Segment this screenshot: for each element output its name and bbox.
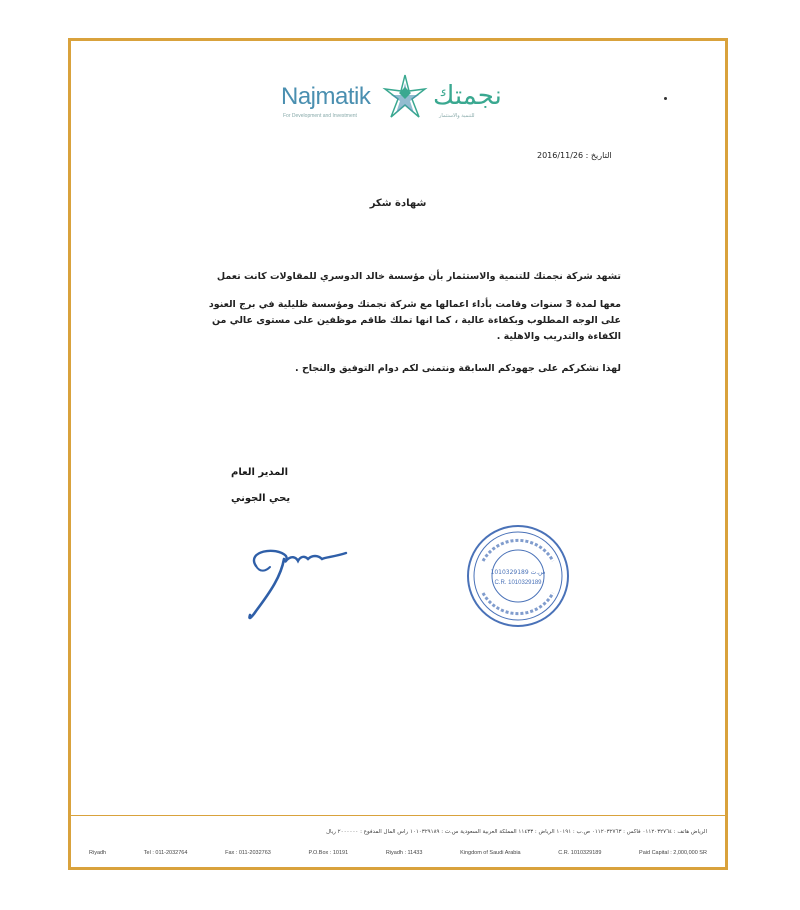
body-paragraph-3: لهذا نشكركم على جهودكم السابقة ونتمنى لكم دوام التوفيق والنجاح .	[295, 363, 621, 374]
footer-english	[89, 850, 707, 856]
footer-fax: Fax : 011-2032763	[225, 850, 271, 856]
footer-zip: Riyadh : 11433	[385, 850, 423, 856]
star-logo-icon	[379, 73, 431, 123]
signatory-name: يحي الجوني	[231, 493, 291, 504]
footer-country: Kingdom of Saudi Arabia	[460, 850, 521, 856]
stamp-line-1: س.ت 1010329189	[490, 569, 546, 576]
letter-date	[537, 151, 612, 160]
date-value: 2016/11/26	[537, 151, 584, 160]
body-paragraph-1: تشهد شركة نجمتك للتنمية والاستثمار بأن مؤسسة خالد الدوسري للمقاولات كانت تعمل	[216, 271, 621, 282]
footer-tel: Tel : 011-2032764	[143, 850, 188, 856]
logo-arabic-tagline: للتنمية والاستثمار	[439, 113, 475, 119]
footer-divider	[71, 815, 725, 816]
footer-cr: C.R. 1010329189	[558, 850, 602, 856]
company-logo	[281, 69, 541, 129]
company-stamp	[463, 521, 573, 631]
signatory-title: المدير العام	[231, 467, 289, 478]
date-label: التاريخ :	[585, 151, 612, 160]
logo-arabic-text: نجمتك	[433, 81, 502, 111]
handwritten-signature	[226, 511, 366, 621]
letter-page	[68, 38, 728, 870]
decorative-dot	[664, 97, 667, 100]
logo-latin-text: Najmatik	[281, 83, 371, 110]
stamp-line-2: C.R. 1010329189	[494, 580, 542, 586]
footer-pobox: P.O.Box : 10191	[308, 850, 349, 856]
letter-title: شهادة شكر	[369, 198, 427, 209]
body-paragraph-2: معها لمدة 3 سنوات وقامت بأداء اعمالها مع شركة نجمتك ومؤسسة ظليلية في برج العنود على الوجه المطلوب وبكفاءة عالية ، كما انها تملك طاقم موظفين على مستوى عالي من الكفاءة والتدريب والاهلية .	[208, 299, 621, 342]
footer-city: Riyadh	[89, 850, 107, 856]
logo-latin-tagline: For Development and Investment	[283, 113, 357, 119]
footer-arabic: الرياض هاتف : ٠١١٢٠٣٢٧٦٤ فاكس : ٠١١٢٠٣٢٧٦٣ ص.ب : ١٠١٩١ الرياض : ١١٤٣٣ المملكة العربية السعودية س.ت : ١٠١٠٣٢٩١٨٩ رأس المال المدفوع : ٢٠٠٠٠٠٠ ريال	[326, 829, 707, 835]
footer-capital: Paid Capital : 2,000,000 SR	[639, 850, 707, 856]
